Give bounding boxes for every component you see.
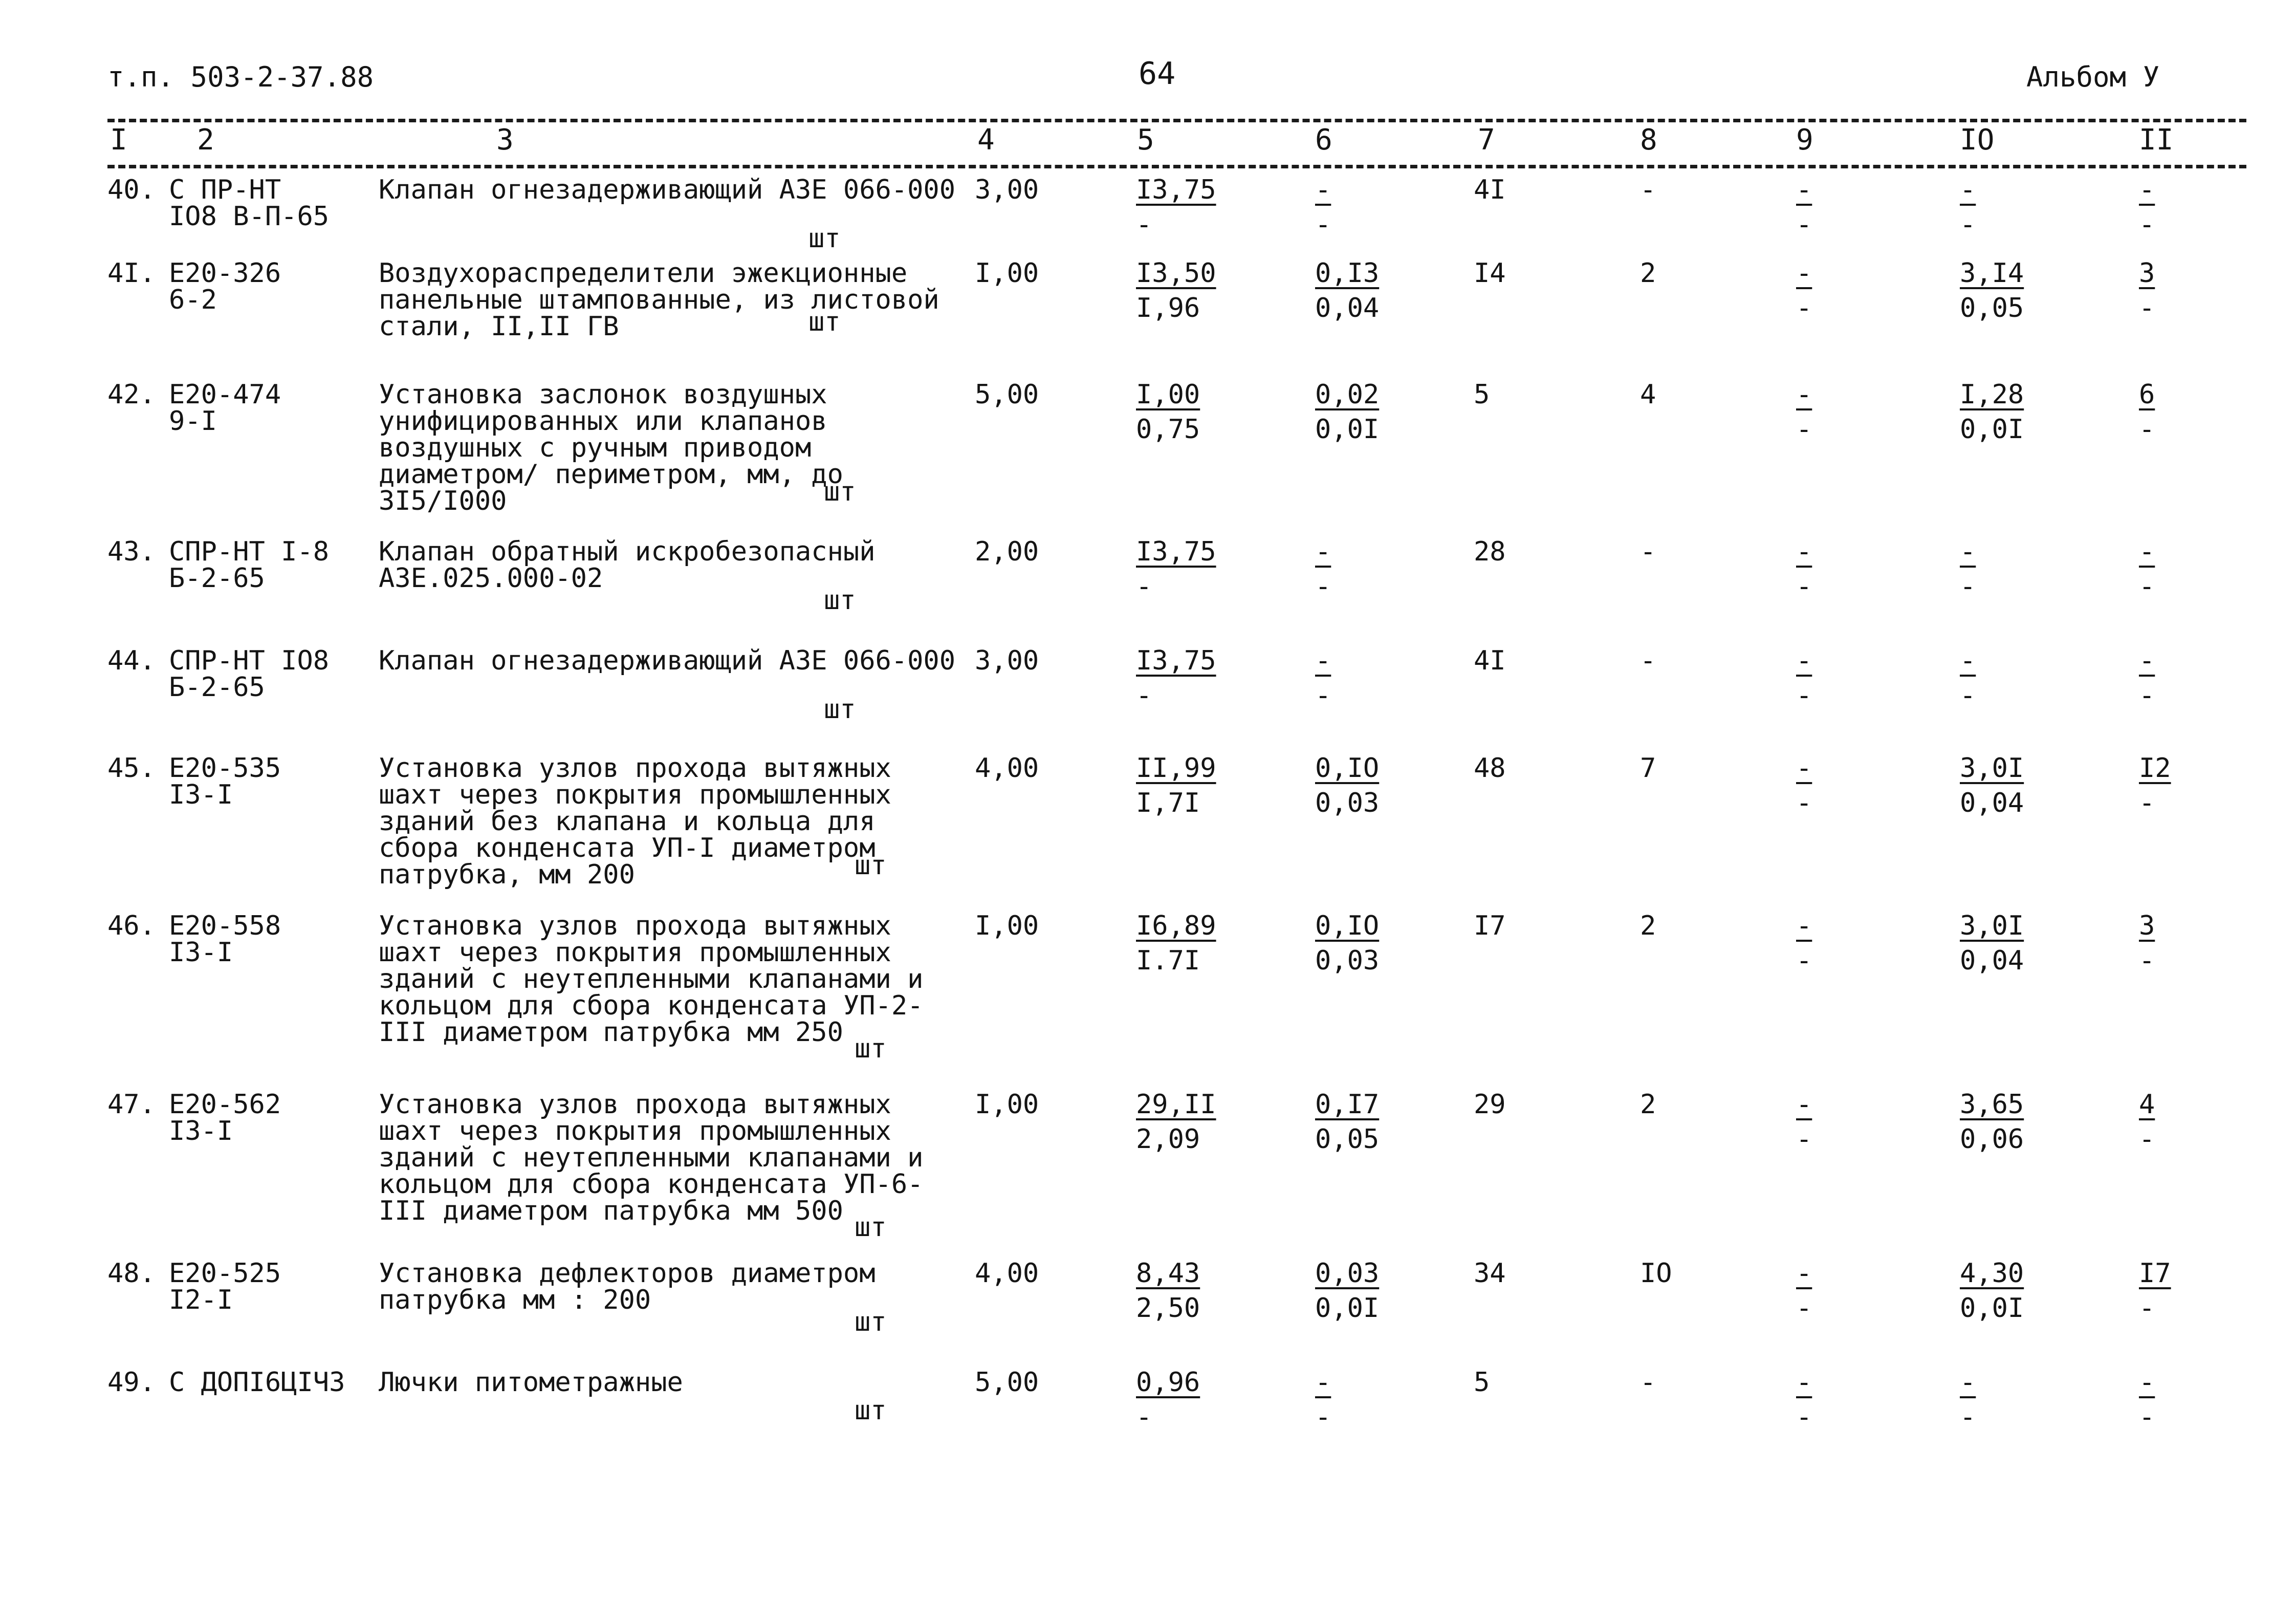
column-11-value xyxy=(2139,1369,2155,1431)
wage-cost-denominator: 0,0I xyxy=(1315,1293,1380,1324)
column-11-value xyxy=(2139,538,2155,600)
column-11-value-denominator: - xyxy=(2139,1293,2155,1324)
column-10-value-denominator: - xyxy=(1960,680,1976,711)
column-11-value-numerator: - xyxy=(2139,175,2155,205)
column-9-value-numerator: - xyxy=(1796,1258,1812,1289)
column-header-7: 7 xyxy=(1478,123,1495,157)
page-number: 64 xyxy=(1139,56,1176,92)
column-8-value: IO xyxy=(1640,1258,1672,1289)
item-code: Е20-326 6-2 xyxy=(169,258,281,315)
column-9-value xyxy=(1796,1369,1812,1431)
column-9-value-numerator: - xyxy=(1796,536,1812,567)
column-11-value-numerator: 6 xyxy=(2139,379,2155,410)
column-11-value-denominator: - xyxy=(2139,1124,2155,1155)
column-header-10: IO xyxy=(1960,123,1995,157)
quantity-value: 3,00 xyxy=(975,175,1039,205)
column-9-value-denominator: - xyxy=(1796,788,1812,818)
column-9-value-numerator: - xyxy=(1796,911,1812,941)
quantity-value: 5,00 xyxy=(975,1367,1039,1398)
unit-cost-numerator: II,99 xyxy=(1136,753,1216,784)
item-description-text: Установка узлов прохода вытяжных шахт через покрытия промышленных зданий с неутепленными клапанами и кольцом для сбора конденсата УП-2-III диаметром патрубка мм 250 xyxy=(379,911,924,1048)
column-9-value xyxy=(1796,913,1812,974)
wage-cost xyxy=(1315,177,1331,238)
column-header-9: 9 xyxy=(1796,123,1813,157)
item-number: 47. xyxy=(107,1089,156,1120)
wage-cost-denominator: 0,0I xyxy=(1315,414,1380,445)
item-unit: шт xyxy=(855,1395,887,1426)
item-code: Е20-525 I2-I xyxy=(169,1258,281,1315)
column-11-value-denominator: - xyxy=(2139,209,2155,240)
item-code: Е20-535 I3-I xyxy=(169,753,281,810)
unit-cost-denominator: - xyxy=(1136,1402,1152,1433)
column-10-value-denominator: - xyxy=(1960,571,1976,602)
column-10-value xyxy=(1960,755,2024,816)
unit-cost-numerator: 8,43 xyxy=(1136,1258,1200,1289)
wage-cost-denominator: 0,03 xyxy=(1315,945,1380,976)
quantity-value: 4,00 xyxy=(975,753,1039,784)
column-7-value: I4 xyxy=(1474,258,1506,289)
column-8-value: - xyxy=(1640,536,1656,567)
unit-cost xyxy=(1136,1260,1200,1322)
item-number: 43. xyxy=(107,536,156,567)
item-description-text: Лючки питометражные xyxy=(379,1367,683,1398)
column-11-value-denominator: - xyxy=(2139,293,2155,323)
column-7-value: 48 xyxy=(1474,753,1506,784)
column-11-value xyxy=(2139,1260,2171,1322)
item-number: 49. xyxy=(107,1367,156,1398)
quantity-value: I,00 xyxy=(975,258,1039,289)
column-8-value: - xyxy=(1640,645,1656,676)
column-9-value-numerator: - xyxy=(1796,753,1812,784)
column-10-value-numerator: - xyxy=(1960,645,1976,676)
column-7-value: 5 xyxy=(1474,379,1490,410)
item-number: 46. xyxy=(107,911,156,941)
column-8-value: 2 xyxy=(1640,1089,1656,1120)
column-9-value-numerator: - xyxy=(1796,1089,1812,1120)
column-10-value xyxy=(1960,381,2024,443)
column-9-value-denominator: - xyxy=(1796,1293,1812,1324)
column-11-value xyxy=(2139,913,2155,974)
column-11-value-numerator: - xyxy=(2139,1367,2155,1398)
unit-cost-denominator: 2,50 xyxy=(1136,1293,1200,1324)
column-9-value-numerator: - xyxy=(1796,1367,1812,1398)
column-10-value-numerator: 3,0I xyxy=(1960,911,2024,941)
column-10-value xyxy=(1960,177,1976,238)
wage-cost-numerator: 0,03 xyxy=(1315,1258,1380,1289)
wage-cost-numerator: - xyxy=(1315,175,1331,205)
column-9-value xyxy=(1796,1091,1812,1153)
column-10-value xyxy=(1960,1260,2024,1322)
unit-cost-denominator: I,96 xyxy=(1136,293,1200,323)
column-10-value-numerator: 3,65 xyxy=(1960,1089,2024,1120)
column-8-value: - xyxy=(1640,175,1656,205)
column-10-value-denominator: 0,04 xyxy=(1960,945,2024,976)
item-description-text: Установка дефлекторов диаметром патрубка мм : 200 xyxy=(379,1258,876,1315)
column-10-value-numerator: - xyxy=(1960,536,1976,567)
column-11-value-denominator: - xyxy=(2139,414,2155,445)
unit-cost xyxy=(1136,177,1216,238)
column-10-value xyxy=(1960,1091,2024,1153)
wage-cost-denominator: 0,04 xyxy=(1315,293,1380,323)
wage-cost-denominator: - xyxy=(1315,209,1331,240)
column-11-value xyxy=(2139,381,2155,443)
item-description xyxy=(379,913,967,1046)
column-9-value xyxy=(1796,260,1812,321)
unit-cost-denominator: 0,75 xyxy=(1136,414,1200,445)
wage-cost xyxy=(1315,755,1379,816)
unit-cost xyxy=(1136,647,1216,709)
wage-cost-numerator: - xyxy=(1315,1367,1331,1398)
column-10-value-denominator: 0,0I xyxy=(1960,414,2024,445)
column-9-value xyxy=(1796,1260,1812,1322)
item-description-text: Установка узлов прохода вытяжных шахт через покрытия промышленных зданий без клапана и кольца для сбора конденсата УП-I диаметром патрубка, мм 200 xyxy=(379,753,891,890)
item-description-text: Установка заслонок воздушных унифицированных или клапанов воздушных с ручным приводом диаметром/ периметром, мм, до 3I5/I000 xyxy=(379,379,843,516)
column-10-value-denominator: - xyxy=(1960,209,1976,240)
column-header-4: 4 xyxy=(977,123,995,157)
column-10-value-numerator: - xyxy=(1960,175,1976,205)
unit-cost-denominator: - xyxy=(1136,680,1152,711)
wage-cost-numerator: 0,IO xyxy=(1315,911,1380,941)
item-description xyxy=(379,177,967,203)
column-9-value-numerator: - xyxy=(1796,258,1812,289)
item-number: 45. xyxy=(107,753,156,784)
column-10-value-numerator: I,28 xyxy=(1960,379,2024,410)
column-10-value-numerator: 3,0I xyxy=(1960,753,2024,784)
column-8-value: - xyxy=(1640,1367,1656,1398)
unit-cost-numerator: 29,II xyxy=(1136,1089,1216,1120)
column-10-value-numerator: 3,I4 xyxy=(1960,258,2024,289)
wage-cost xyxy=(1315,381,1379,443)
column-11-value-numerator: - xyxy=(2139,645,2155,676)
column-8-value: 7 xyxy=(1640,753,1656,784)
item-description xyxy=(379,260,967,340)
unit-cost-numerator: I3,75 xyxy=(1136,536,1216,567)
item-code: СПР-НТ I-8 Б-2-65 xyxy=(169,536,330,594)
item-code: С ДОПI6ЦIЧЗ xyxy=(169,1367,345,1398)
wage-cost xyxy=(1315,1369,1331,1431)
column-10-value-numerator: - xyxy=(1960,1367,1976,1398)
column-9-value-denominator: - xyxy=(1796,1124,1812,1155)
column-header-5: 5 xyxy=(1137,123,1154,157)
column-9-value-denominator: - xyxy=(1796,945,1812,976)
wage-cost xyxy=(1315,260,1379,321)
wage-cost-numerator: 0,IO xyxy=(1315,753,1380,784)
item-description-text: Установка узлов прохода вытяжных шахт через покрытия промышленных зданий с неутепленными клапанами и кольцом для сбора конденсата УП-6-III диаметром патрубка мм 500 xyxy=(379,1089,924,1226)
unit-cost-numerator: I,00 xyxy=(1136,379,1200,410)
unit-cost xyxy=(1136,1369,1200,1431)
column-9-value xyxy=(1796,381,1812,443)
unit-cost xyxy=(1136,381,1200,443)
item-unit: шт xyxy=(808,307,841,337)
column-header-11: II xyxy=(2139,123,2174,157)
item-description-text: Воздухораспределители эжекционные панельные штампованные, из листовой стали, II,II ГВ xyxy=(379,258,939,342)
item-description-text: Клапан обратный искробезопасный АЗЕ.025.000-02 xyxy=(379,536,876,594)
column-9-value-denominator: - xyxy=(1796,293,1812,323)
item-code: Е20-474 9-I xyxy=(169,379,281,437)
item-code: Е20-558 I3-I xyxy=(169,911,281,968)
document-code: т.п. 503-2-37.88 xyxy=(107,61,374,93)
item-unit: шт xyxy=(855,850,887,881)
item-unit: шт xyxy=(855,1307,887,1337)
item-description xyxy=(379,1091,967,1224)
item-description xyxy=(379,381,967,514)
column-10-value-denominator: 0,0I xyxy=(1960,1293,2024,1324)
wage-cost-numerator: 0,02 xyxy=(1315,379,1380,410)
wage-cost-numerator: 0,I3 xyxy=(1315,258,1380,289)
wage-cost-numerator: - xyxy=(1315,536,1331,567)
unit-cost-denominator: I,7I xyxy=(1136,788,1200,818)
unit-cost-denominator: - xyxy=(1136,571,1152,602)
column-9-value-numerator: - xyxy=(1796,379,1812,410)
column-7-value: 29 xyxy=(1474,1089,1506,1120)
wage-cost xyxy=(1315,647,1331,709)
column-header-3: 3 xyxy=(496,123,514,157)
unit-cost-numerator: I3,75 xyxy=(1136,645,1216,676)
column-9-value-denominator: - xyxy=(1796,414,1812,445)
item-unit: шт xyxy=(824,477,856,507)
quantity-value: 3,00 xyxy=(975,645,1039,676)
column-11-value xyxy=(2139,1091,2155,1153)
column-9-value-numerator: - xyxy=(1796,645,1812,676)
column-9-value-numerator: - xyxy=(1796,175,1812,205)
unit-cost-numerator: 0,96 xyxy=(1136,1367,1200,1398)
header-divider-top xyxy=(107,119,2246,122)
quantity-value: 5,00 xyxy=(975,379,1039,410)
column-9-value xyxy=(1796,755,1812,816)
unit-cost-denominator: 2,09 xyxy=(1136,1124,1200,1155)
column-10-value xyxy=(1960,647,1976,709)
item-unit: шт xyxy=(808,223,841,254)
wage-cost xyxy=(1315,1091,1379,1153)
column-11-value-denominator: - xyxy=(2139,788,2155,818)
item-description xyxy=(379,538,967,592)
item-number: 44. xyxy=(107,645,156,676)
column-7-value: 5 xyxy=(1474,1367,1490,1398)
column-10-value xyxy=(1960,538,1976,600)
wage-cost-numerator: - xyxy=(1315,645,1331,676)
column-8-value: 4 xyxy=(1640,379,1656,410)
wage-cost-denominator: 0,03 xyxy=(1315,788,1380,818)
column-9-value xyxy=(1796,177,1812,238)
column-11-value-numerator: 4 xyxy=(2139,1089,2155,1120)
item-description xyxy=(379,1369,967,1396)
column-10-value-denominator: 0,04 xyxy=(1960,788,2024,818)
column-11-value-numerator: I7 xyxy=(2139,1258,2171,1289)
quantity-value: 2,00 xyxy=(975,536,1039,567)
column-7-value: 28 xyxy=(1474,536,1506,567)
column-header-2: 2 xyxy=(197,123,214,157)
item-description-text: Клапан огнезадерживающий АЗЕ 066-000 xyxy=(379,175,956,205)
column-11-value xyxy=(2139,260,2155,321)
item-unit: шт xyxy=(824,694,856,725)
wage-cost-denominator: - xyxy=(1315,1402,1331,1433)
item-unit: шт xyxy=(855,1212,887,1243)
column-7-value: 4I xyxy=(1474,645,1506,676)
column-7-value: 34 xyxy=(1474,1258,1506,1289)
unit-cost xyxy=(1136,755,1216,816)
unit-cost-numerator: I3,50 xyxy=(1136,258,1216,289)
wage-cost-denominator: - xyxy=(1315,571,1331,602)
wage-cost xyxy=(1315,538,1331,600)
item-code: СПР-НТ IO8 Б-2-65 xyxy=(169,645,330,703)
unit-cost-denominator: - xyxy=(1136,209,1152,240)
unit-cost xyxy=(1136,538,1216,600)
column-10-value xyxy=(1960,260,2024,321)
unit-cost-denominator: I.7I xyxy=(1136,945,1200,976)
quantity-value: 4,00 xyxy=(975,1258,1039,1289)
column-8-value: 2 xyxy=(1640,911,1656,941)
column-10-value-numerator: 4,30 xyxy=(1960,1258,2024,1289)
item-number: 40. xyxy=(107,175,156,205)
item-unit: шт xyxy=(855,1033,887,1064)
column-8-value: 2 xyxy=(1640,258,1656,289)
column-11-value-denominator: - xyxy=(2139,680,2155,711)
column-7-value: I7 xyxy=(1474,911,1506,941)
column-11-value-denominator: - xyxy=(2139,1402,2155,1433)
item-unit: шт xyxy=(824,585,856,616)
column-11-value-denominator: - xyxy=(2139,945,2155,976)
column-header-6: 6 xyxy=(1315,123,1332,157)
item-code: Е20-562 I3-I xyxy=(169,1089,281,1146)
column-11-value xyxy=(2139,177,2155,238)
unit-cost-numerator: I6,89 xyxy=(1136,911,1216,941)
unit-cost-numerator: I3,75 xyxy=(1136,175,1216,205)
wage-cost-denominator: 0,05 xyxy=(1315,1124,1380,1155)
column-9-value-denominator: - xyxy=(1796,209,1812,240)
column-11-value xyxy=(2139,647,2155,709)
column-11-value-numerator: 3 xyxy=(2139,911,2155,941)
item-description xyxy=(379,1260,967,1313)
wage-cost xyxy=(1315,913,1379,974)
column-header-1: I xyxy=(110,123,127,157)
column-10-value-denominator: 0,05 xyxy=(1960,293,2024,323)
column-9-value xyxy=(1796,538,1812,600)
column-9-value-denominator: - xyxy=(1796,1402,1812,1433)
quantity-value: I,00 xyxy=(975,911,1039,941)
unit-cost xyxy=(1136,260,1216,321)
item-number: 48. xyxy=(107,1258,156,1289)
column-9-value-denominator: - xyxy=(1796,571,1812,602)
unit-cost xyxy=(1136,1091,1216,1153)
header-divider-bottom xyxy=(107,165,2246,168)
item-number: 4I. xyxy=(107,258,156,289)
column-11-value xyxy=(2139,755,2171,816)
column-10-value-denominator: 0,06 xyxy=(1960,1124,2024,1155)
quantity-value: I,00 xyxy=(975,1089,1039,1120)
album-label: Альбом У xyxy=(2026,61,2160,93)
column-9-value xyxy=(1796,647,1812,709)
item-code: С ПР-НТ IO8 В-П-65 xyxy=(169,175,330,232)
column-11-value-denominator: - xyxy=(2139,571,2155,602)
column-9-value-denominator: - xyxy=(1796,680,1812,711)
column-7-value: 4I xyxy=(1474,175,1506,205)
item-number: 42. xyxy=(107,379,156,410)
column-11-value-numerator: 3 xyxy=(2139,258,2155,289)
wage-cost xyxy=(1315,1260,1379,1322)
column-10-value xyxy=(1960,913,2024,974)
item-description xyxy=(379,647,967,674)
column-header-8: 8 xyxy=(1640,123,1657,157)
column-11-value-numerator: I2 xyxy=(2139,753,2171,784)
column-10-value xyxy=(1960,1369,1976,1431)
wage-cost-denominator: - xyxy=(1315,680,1331,711)
item-description-text: Клапан огнезадерживающий АЗЕ 066-000 xyxy=(379,645,956,676)
column-11-value-numerator: - xyxy=(2139,536,2155,567)
column-10-value-denominator: - xyxy=(1960,1402,1976,1433)
wage-cost-numerator: 0,I7 xyxy=(1315,1089,1380,1120)
unit-cost xyxy=(1136,913,1216,974)
